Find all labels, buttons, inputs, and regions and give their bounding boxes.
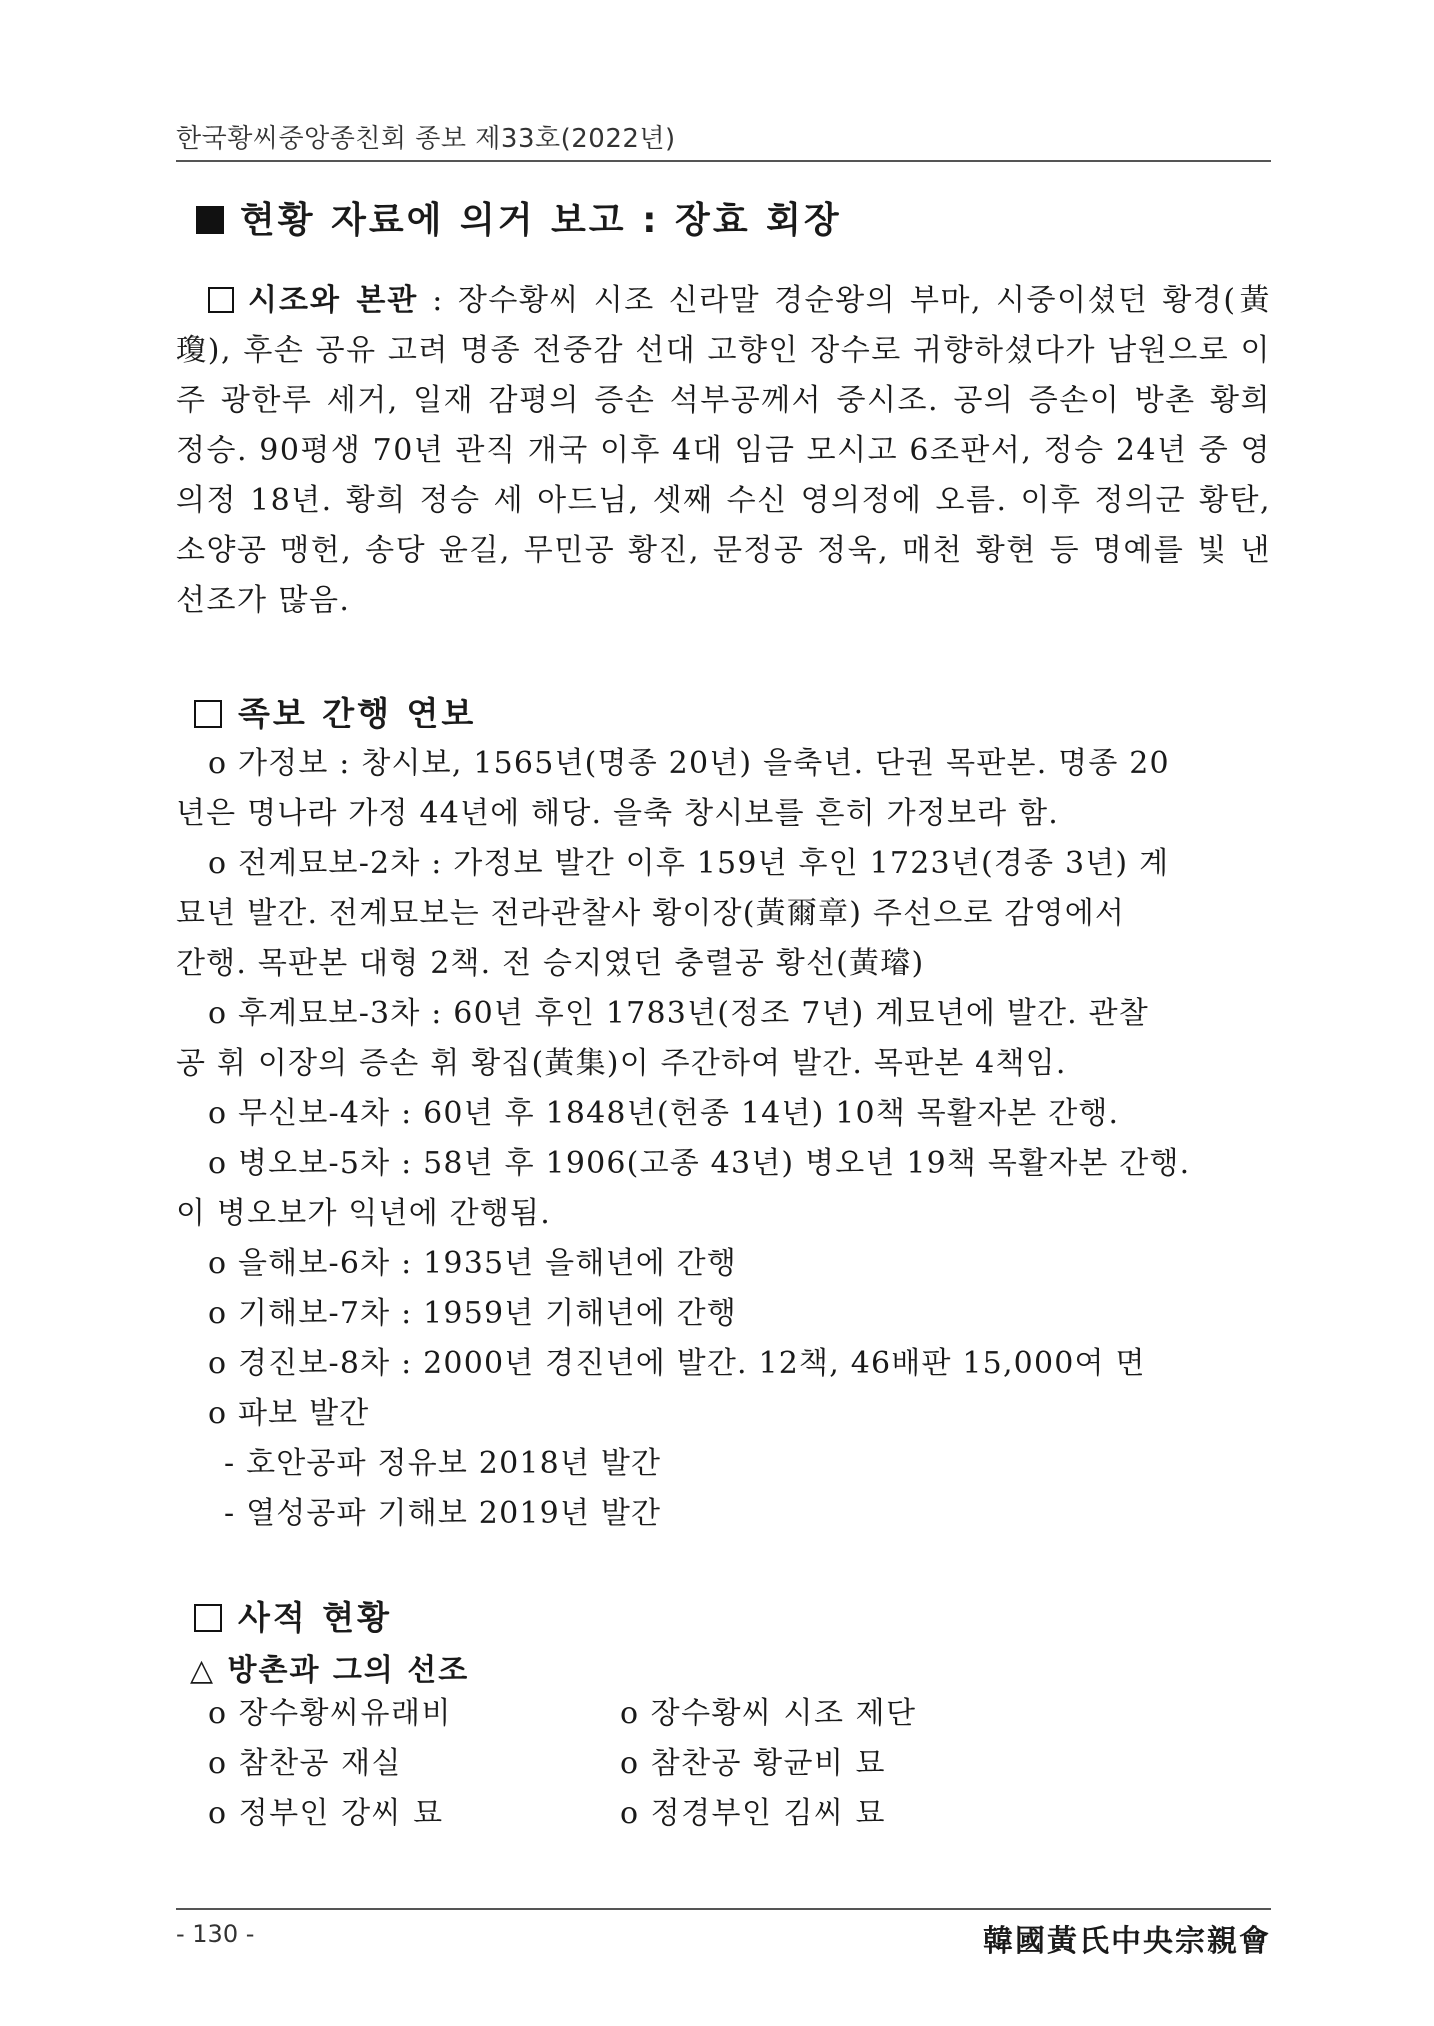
sites-heading bbox=[176, 1592, 1271, 1639]
site-item: o 장수황씨유래비 bbox=[208, 1696, 452, 1731]
origin-lead: 시조와 본관 bbox=[248, 283, 419, 318]
genealogy-line: 년은 명나라 가정 44년에 해당. 을축 창시보를 흔히 가정보라 함. bbox=[176, 796, 1059, 831]
empty-square-icon bbox=[194, 1604, 222, 1632]
genealogy-line: o 경진보-8차 : 2000년 경진년에 발간. 12책, 46배판 15,000여 면 bbox=[208, 1346, 1146, 1381]
genealogy-heading-text: 족보 간행 연보 bbox=[238, 694, 477, 733]
genealogy-line: o 가정보 : 창시보, 1565년(명종 20년) 을축년. 단권 목판본. 명종 20 bbox=[208, 746, 1170, 781]
site-item: o 참찬공 황균비 묘 bbox=[620, 1746, 887, 1781]
empty-square-icon bbox=[208, 287, 234, 313]
section-title bbox=[196, 192, 842, 243]
sites-heading-text: 사적 현황 bbox=[238, 1598, 393, 1637]
empty-square-icon bbox=[194, 700, 222, 728]
genealogy-list bbox=[176, 739, 1271, 1539]
genealogy-line: - 호안공파 정유보 2018년 발간 bbox=[224, 1446, 662, 1481]
origin-paragraph bbox=[176, 276, 1271, 626]
genealogy-line: 이 병오보가 익년에 간행됨. bbox=[176, 1196, 551, 1231]
genealogy-line: o 기해보-7차 : 1959년 기해년에 간행 bbox=[208, 1296, 738, 1331]
filled-square-icon bbox=[196, 206, 224, 234]
genealogy-line: 묘년 발간. 전계묘보는 전라관찰사 황이장(黃爾章) 주선으로 감영에서 bbox=[176, 896, 1126, 931]
sites-block bbox=[176, 1592, 1271, 1839]
genealogy-line: o 파보 발간 bbox=[208, 1396, 370, 1431]
header-rule bbox=[176, 160, 1271, 162]
sites-subheading: △ 방촌과 그의 선조 bbox=[190, 1653, 470, 1688]
site-item: o 정경부인 김씨 묘 bbox=[620, 1796, 887, 1831]
section-title-text: 현황 자료에 의거 보고 : 장효 회장 bbox=[240, 200, 842, 241]
site-item: o 정부인 강씨 묘 bbox=[208, 1796, 444, 1831]
genealogy-line: o 무신보-4차 : 60년 후 1848년(헌종 14년) 10책 목활자본 간행. bbox=[208, 1096, 1120, 1131]
site-item: o 장수황씨 시조 제단 bbox=[620, 1696, 917, 1731]
organization-name: 韓國黃氏中央宗親會 bbox=[983, 1924, 1271, 1959]
genealogy-line: o 후계묘보-3차 : 60년 후인 1783년(정조 7년) 계묘년에 발간. 관찰 bbox=[208, 996, 1149, 1031]
genealogy-line: 간행. 목판본 대형 2책. 전 승지였던 충렬공 황선(黃璿) bbox=[176, 946, 925, 981]
genealogy-line: 공 휘 이장의 증손 휘 황집(黃集)이 주간하여 발간. 목판본 4책임. bbox=[176, 1046, 1067, 1081]
site-item: o 참찬공 재실 bbox=[208, 1746, 403, 1781]
running-header bbox=[176, 118, 1271, 155]
genealogy-heading bbox=[176, 688, 1271, 735]
sites-grid bbox=[176, 1689, 1271, 1839]
origin-block bbox=[176, 276, 1271, 626]
genealogy-line: o 전계묘보-2차 : 가정보 발간 이후 159년 후인 1723년(경종 3년) 계 bbox=[208, 846, 1170, 881]
genealogy-line: o 을해보-6차 : 1935년 을해년에 간행 bbox=[208, 1246, 738, 1281]
header-title: 한국황씨중앙종친회 종보 제33호(2022년) bbox=[176, 124, 676, 154]
genealogy-block bbox=[176, 688, 1271, 1539]
genealogy-line: o 병오보-5차 : 58년 후 1906(고종 43년) 병오년 19책 목활자본 간행. bbox=[208, 1146, 1191, 1181]
genealogy-line: - 열성공파 기해보 2019년 발간 bbox=[224, 1496, 662, 1531]
footer-rule bbox=[176, 1908, 1271, 1910]
origin-text: : 장수황씨 시조 신라말 경순왕의 부마, 시중이셨던 황경(黃瓊), 후손 공유 고려 명종 전중감 선대 고향인 장수로 귀향하셨다가 남원으로 이주 광한루 세거, 일재 감평의 증손 석부공께서 중시조. 공의 증손이 방촌 황희 정승. 90평생 70년 관직 개국 이후 4대 임금 모시고 6조판서, 정승 24년 중 영의정 18년. 황희 정승 세 아드님, 셋째 수신 영의정에 오름. 이후 정의군 황탄, 소양공 맹헌, 송당 윤길, 무민공 황진, 문정공 정욱, 매천 황현 등 명예를 빛 낸 선조가 많음. bbox=[176, 283, 1271, 618]
page-number: - 130 - bbox=[176, 1920, 255, 1948]
